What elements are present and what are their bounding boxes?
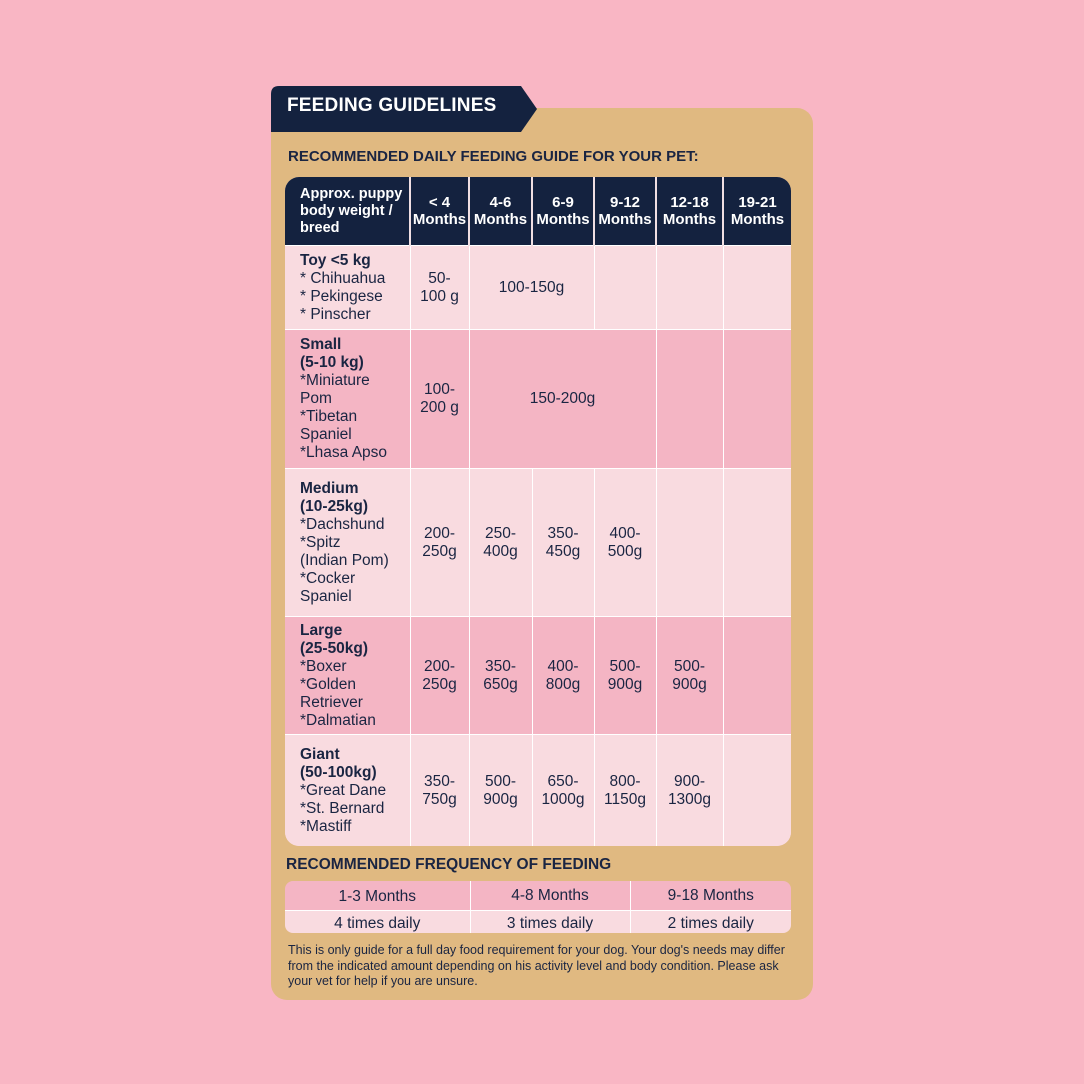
frequency-table bbox=[285, 881, 791, 933]
cell-small-under-4: 100- 200 g bbox=[410, 330, 469, 469]
cell-large-4-6: 350- 650g bbox=[469, 617, 532, 735]
freq-age-2: 4-8 Months bbox=[470, 881, 630, 911]
frequency-ages-row bbox=[285, 881, 791, 911]
table-header-row bbox=[285, 177, 791, 246]
cell-toy-4-9: 100-150g bbox=[469, 246, 594, 330]
breed-cell-large: Large (25-50kg) *Boxer *Golden Retriever *Dalmatian bbox=[285, 617, 410, 735]
breed-cell-medium: Medium (10-25kg) *Dachshund *Spitz (Indian Pom) *Cocker Spaniel bbox=[285, 469, 410, 617]
table-row-toy bbox=[285, 246, 791, 330]
cell-large-6-9: 400- 800g bbox=[532, 617, 594, 735]
cell-medium-6-9: 350- 450g bbox=[532, 469, 594, 617]
cell-giant-4-6: 500- 900g bbox=[469, 735, 532, 847]
freq-times-3: 2 times daily bbox=[630, 911, 791, 934]
freq-times-1: 4 times daily bbox=[285, 911, 470, 934]
cell-medium-9-12: 400- 500g bbox=[594, 469, 656, 617]
cell-small-4-12: 150-200g bbox=[469, 330, 656, 469]
breed-cell-toy: Toy <5 kg * Chihuahua * Pekingese * Pinscher bbox=[285, 246, 410, 330]
feeding-table bbox=[285, 177, 791, 846]
cell-medium-12-18 bbox=[656, 469, 723, 617]
frequency-times-row bbox=[285, 911, 791, 934]
cell-large-9-12: 500- 900g bbox=[594, 617, 656, 735]
cell-medium-under-4: 200- 250g bbox=[410, 469, 469, 617]
breed-cell-giant: Giant (50-100kg) *Great Dane *St. Bernard *Mastiff bbox=[285, 735, 410, 847]
header-breed: Approx. puppy body weight / breed bbox=[285, 177, 410, 246]
header-12-18-months: 12-18 Months bbox=[656, 177, 723, 246]
breed-cell-small: Small (5-10 kg) *Miniature Pom *Tibetan Spaniel *Lhasa Apso bbox=[285, 330, 410, 469]
cell-giant-12-18: 900- 1300g bbox=[656, 735, 723, 847]
header-9-12-months: 9-12 Months bbox=[594, 177, 656, 246]
cell-small-12-18 bbox=[656, 330, 723, 469]
header-under-4-months: < 4 Months bbox=[410, 177, 469, 246]
cell-large-under-4: 200- 250g bbox=[410, 617, 469, 735]
cell-giant-under-4: 350- 750g bbox=[410, 735, 469, 847]
cell-small-19-21 bbox=[723, 330, 791, 469]
freq-age-1: 1-3 Months bbox=[285, 881, 470, 911]
feeding-guide-subtitle: RECOMMENDED DAILY FEEDING GUIDE FOR YOUR PET: bbox=[288, 148, 699, 165]
banner-title: FEEDING GUIDELINES bbox=[287, 95, 497, 116]
cell-medium-19-21 bbox=[723, 469, 791, 617]
cell-toy-19-21 bbox=[723, 246, 791, 330]
freq-times-2: 3 times daily bbox=[470, 911, 630, 934]
cell-toy-9-12 bbox=[594, 246, 656, 330]
table-row-medium bbox=[285, 469, 791, 617]
feeding-table-container bbox=[285, 177, 791, 846]
cell-toy-under-4: 50- 100 g bbox=[410, 246, 469, 330]
cell-giant-9-12: 800- 1150g bbox=[594, 735, 656, 847]
frequency-table-container bbox=[285, 881, 791, 933]
frequency-title: RECOMMENDED FREQUENCY OF FEEDING bbox=[286, 856, 612, 873]
cell-large-19-21 bbox=[723, 617, 791, 735]
title-banner bbox=[271, 86, 537, 132]
table-row-giant bbox=[285, 735, 791, 847]
header-19-21-months: 19-21 Months bbox=[723, 177, 791, 246]
cell-giant-19-21 bbox=[723, 735, 791, 847]
header-4-6-months: 4-6 Months bbox=[469, 177, 532, 246]
cell-large-12-18: 500- 900g bbox=[656, 617, 723, 735]
cell-giant-6-9: 650- 1000g bbox=[532, 735, 594, 847]
cell-medium-4-6: 250- 400g bbox=[469, 469, 532, 617]
disclaimer-note: This is only guide for a full day food requirement for your dog. Your dog's needs may differ from the indicated amount depending on his activity level and body condition. Please ask your vet for help if you are unsure. bbox=[288, 943, 785, 988]
cell-toy-12-18 bbox=[656, 246, 723, 330]
table-row-large bbox=[285, 617, 791, 735]
freq-age-3: 9-18 Months bbox=[630, 881, 791, 911]
table-row-small bbox=[285, 330, 791, 469]
header-6-9-months: 6-9 Months bbox=[532, 177, 594, 246]
